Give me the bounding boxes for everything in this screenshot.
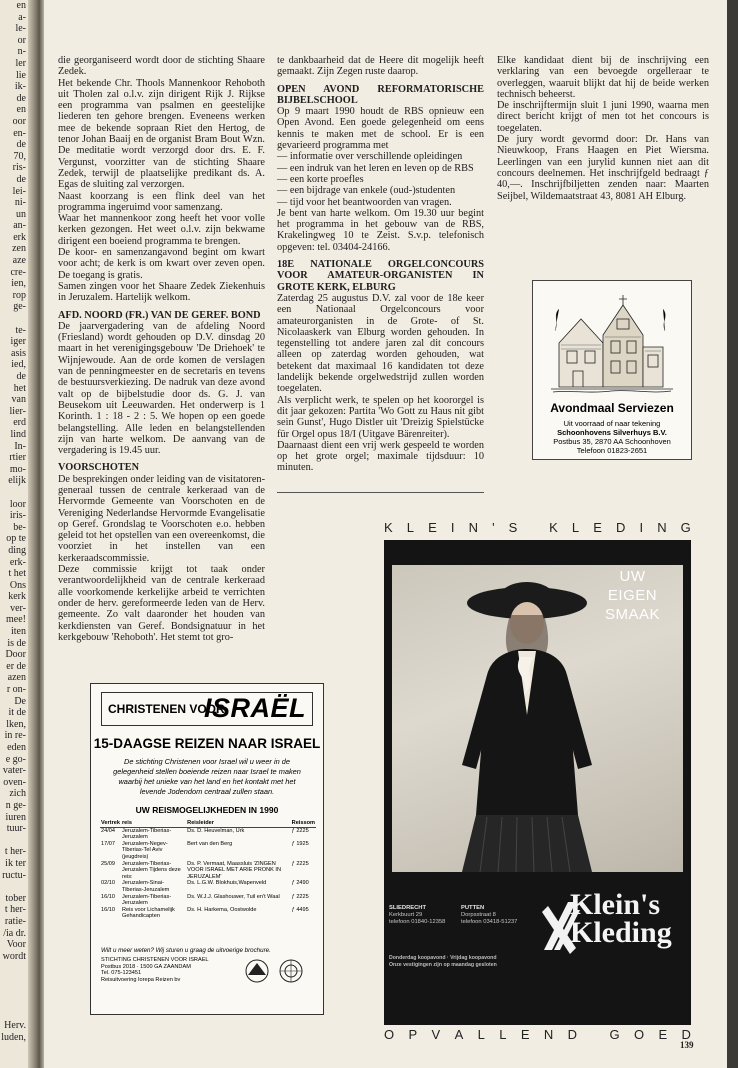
previous-page-fragment: ied, bbox=[11, 359, 26, 371]
previous-page-fragment: De bbox=[14, 695, 26, 707]
previous-page-fragment: in re- bbox=[4, 730, 26, 742]
trip-cell: Ds. D. Heuvelman, Urk bbox=[187, 827, 245, 834]
previous-page-fragment: mee! bbox=[6, 614, 26, 626]
organisation-logos bbox=[239, 957, 311, 985]
previous-page-fragment: er de bbox=[6, 660, 26, 672]
previous-page-fragment: erk- bbox=[9, 556, 26, 568]
address-line: Reisuitvoering Iorepa Reizen bv bbox=[101, 976, 181, 983]
article-paragraph: Naast koorzang is een flink deel van het programma ingeruimd voor samenzang. bbox=[58, 190, 265, 213]
previous-page-fragment: eden bbox=[7, 742, 26, 753]
previous-page-fragment bbox=[0, 985, 28, 997]
previous-page-fragment: lei- bbox=[12, 185, 26, 197]
column-1 bbox=[58, 55, 265, 643]
previous-page-fragment: vater- bbox=[2, 765, 26, 777]
israel-table-title: UW REISMOGELIJKHEDEN IN 1990 bbox=[135, 805, 279, 815]
article-paragraph: Zaterdag 25 augustus D.V. zal voor de 18e keer een Nationaal Orgelconcours voor amateurorganisten in de Grote- of St. Nicolaaskerk van Elburg worden gehouden. In tegenstelling tot andere jaren zal dit concours alleen op zaterdag worden gehouden, wat betekent dat maximaal 16 kandidaten tot deze landelijk bekende orgelwedstrijd zullen worden toegelaten. bbox=[277, 292, 484, 395]
previous-page-fragment: un bbox=[16, 208, 26, 220]
previous-page-fragment: ris- bbox=[12, 162, 26, 174]
house-illustration bbox=[551, 291, 673, 395]
trips-column-header: reis bbox=[121, 820, 186, 827]
page-gutter bbox=[28, 0, 44, 1068]
previous-page-fragment bbox=[0, 962, 28, 974]
right-edge bbox=[727, 0, 738, 1068]
address-line: Postbus 2018 · 1500 GA ZAANDAM bbox=[101, 963, 191, 970]
store-address: Kerkbuurt 29 bbox=[389, 912, 423, 919]
previous-page-fragment: an- bbox=[13, 220, 26, 232]
article-paragraph: Deze commissie krijgt tot taak onder verantwoordelijkheid van de centrale kerkeraad alle voorkomende kerkelijke arbeid te verrichten onder de herv. gereformeerde leden van de Herv. gemeente. Zo valt daaronder het houden van kerkdiensten van Geref. Bondsignatuur in het kerkgebouw 'Rehoboth'. Het stemt tot gro- bbox=[58, 564, 265, 643]
previous-page-fragment: het bbox=[13, 382, 26, 394]
trips-column-header: Reisleider bbox=[186, 820, 291, 827]
article-paragraph: Op 9 maart 1990 houdt de RBS opnieuw een Open Avond. Een goede gelegenheid om eens kennis te maken met de school. Er is een gevarieerd programma met bbox=[277, 106, 484, 152]
previous-page-fragment: iuren bbox=[5, 811, 26, 823]
israel-ad-header bbox=[101, 692, 313, 726]
trip-cell: Ds. P. Vermaat, Maassluis 'ZINGEN VOOR ISRAEL MET ARIE PRONK IN JERUZALEM' bbox=[187, 860, 282, 880]
trip-cell: ƒ 2225 bbox=[291, 860, 309, 867]
article-paragraph: Je bent van harte welkom. Om 19.30 uur begint het programma in het gebouw van de RBS, Krakelingweg 10 te Zeist. S.v.p. telefonisch opgeven: tel. 03404-24166. bbox=[277, 207, 484, 253]
slogan-line: UW bbox=[619, 568, 646, 585]
slogan-line: EIGEN bbox=[607, 587, 658, 604]
previous-page-fragment: en bbox=[16, 0, 26, 11]
previous-page-fragment bbox=[0, 881, 28, 893]
kleins-top-title: K L E I N ' S K L E D I N G bbox=[384, 520, 691, 535]
logo-line: Klein's bbox=[570, 888, 661, 921]
israel-footer-question: Wilt u meer weten? Wij sturen u graag de uitvoerige brochure. bbox=[101, 947, 271, 954]
article-heading: AFD. NOORD (FR.) VAN DE GEREF. BOND bbox=[58, 309, 261, 321]
israel-footer-address bbox=[101, 957, 209, 983]
previous-page-fragment: rop bbox=[12, 289, 26, 301]
previous-page-fragment: tuur- bbox=[6, 823, 26, 835]
store-phone: telefoon 01840-12358 bbox=[389, 919, 446, 926]
trips-table bbox=[100, 820, 316, 920]
page-number: 139 bbox=[680, 1040, 694, 1050]
previous-page-fragment: wordt bbox=[2, 950, 26, 962]
trip-cell: 16/10 bbox=[101, 893, 115, 900]
article-paragraph: De jury wordt gevormd door: Dr. Hans van Nieuwkoop, Frans Haagen en Piet Wiersma. Leerlingen van een jurylid kunnen niet aan dit concours deelnemen. Het inschrijfgeld bedraagt ƒ 40,—. Inschrijfbiljetten zenden naar: Maarten Seijbel, Wildemaatstraat 43, 8081 AH Elburg. bbox=[497, 134, 709, 202]
previous-page-fragment: Door bbox=[5, 649, 26, 661]
previous-page-fragment: op te bbox=[6, 533, 26, 545]
article-paragraph: Het bekende Chr. Thools Mannenkoor Rehoboth uit Tholen zal o.l.v. zijn dirigent Rijk J. Rijkse een programma van psalmen en geestelijke liederen ten gehore brengen. Eveneens werken mee de bekende sopraan Riet den Hertog, de tenor Johan Baaij en de organist Bram Bout Wzn. De meditatie wordt verzorgd door drs. E. F. Vergunst, voorzitter van de stichting Shaare Zedek, terwijl de plaatselijke predikant ds. A. Egas de sluiting zal verzorgen. bbox=[58, 77, 265, 191]
store-name: SLIEDRECHT bbox=[389, 905, 427, 911]
previous-page-strip bbox=[0, 0, 28, 1068]
previous-page-fragment bbox=[0, 974, 28, 986]
trip-cell: 17/07 bbox=[101, 840, 115, 847]
trip-row bbox=[100, 894, 316, 907]
article-paragraph: Waar het mannenkoor zong heeft het voor volle kerken gezongen. Het weet o.l.v. zijn bekwame dirigent een boeiend programma te brengen. bbox=[58, 213, 265, 247]
trip-cell: 25/09 bbox=[101, 860, 115, 867]
trip-cell: Ds. H. Harkema, Oostwolde bbox=[187, 906, 257, 913]
previous-page-fragment: le- bbox=[15, 23, 26, 35]
israel-ad bbox=[90, 683, 324, 1015]
trip-cell: Jeruzalem-Sinai-Tiberias-Jeruzalem bbox=[121, 880, 170, 893]
article-heading: 18E NATIONALE ORGELCONCOURS VOOR AMATEUR-ORGANISTEN IN GROTE KERK, ELBURG bbox=[277, 259, 484, 293]
article-paragraph: De besprekingen onder leiding van de visitatoren-generaal tussen de centrale kerkeraad van de Hervormde Gemeente van Voorschoten en de Vereniging Nederlandse Hervormde Evangelisatie op Geref. Grondslag te Voorschoten e.o. hebben geleid tot het opstellen van een overeenkomst, die voorziet in het instellen van een kerkeraadscommissie. bbox=[58, 473, 265, 564]
previous-page-fragment: lind bbox=[10, 428, 26, 440]
previous-page-fragment: de bbox=[16, 92, 26, 104]
article-paragraph: Samen zingen voor het Shaare Zedek Ziekenhuis in Jeruzalem. Hartelijk welkom. bbox=[58, 280, 265, 304]
trip-cell: ƒ 1925 bbox=[291, 840, 309, 847]
israel-intro: De stichting Christenen voor Israel wil u weer in de gelegenheid stellen boeiende reizen naar Israel te maken waarbij het unieke van het land en het kontakt met het levende Jodendom centraal zullen staan. bbox=[113, 757, 301, 796]
trip-cell: ƒ 2490 bbox=[291, 880, 309, 887]
previous-page-fragment: Herv. bbox=[4, 1020, 26, 1032]
previous-page-fragment: ik ter bbox=[5, 857, 26, 869]
column-3 bbox=[497, 55, 709, 202]
previous-page-fragment: In- bbox=[14, 440, 26, 452]
previous-page-fragment: de bbox=[16, 139, 26, 151]
slogan-line: SMAAK bbox=[604, 606, 660, 623]
trip-cell: ƒ 2225 bbox=[291, 893, 309, 900]
article-paragraph: — tijd voor het beantwoorden van vragen. bbox=[277, 196, 452, 208]
previous-page-fragment: azen bbox=[7, 672, 26, 684]
previous-page-fragment: en bbox=[16, 104, 26, 116]
article-paragraph: Elke kandidaat dient bij de inschrijving een verklaring van een bevoegde orgelleraar te overleggen, waaruit blijkt dat hij de beide werken technisch beheerst. bbox=[497, 55, 709, 100]
avondmaal-line: Schoonhovens Silverhuys B.V. bbox=[557, 428, 667, 437]
previous-page-fragment: de bbox=[16, 173, 26, 185]
store-putten bbox=[461, 905, 531, 927]
previous-page-fragment: lie bbox=[16, 69, 26, 81]
logo-line: Kleding bbox=[570, 916, 672, 949]
previous-page-fragment: oor bbox=[12, 115, 26, 127]
previous-page-fragment: erk bbox=[13, 231, 26, 243]
previous-page-fragment: aze bbox=[12, 255, 26, 267]
avondmaal-line: Telefoon 01823-2651 bbox=[576, 446, 648, 455]
previous-page-fragment: zich bbox=[9, 788, 26, 800]
kleins-note: Onze vestigingen zijn op maandag gesloten bbox=[389, 961, 497, 968]
trip-cell: Bert van den Berg bbox=[187, 840, 233, 847]
previous-page-fragment: or bbox=[17, 34, 26, 46]
kleins-note: Donderdag koopavond · Vrijdag koopavond bbox=[389, 955, 497, 961]
article-paragraph: — een indruk van het leren en leven op de RBS bbox=[277, 162, 474, 174]
trip-cell: ƒ 4495 bbox=[291, 906, 309, 913]
previous-page-fragment bbox=[0, 1009, 28, 1021]
column-rule bbox=[277, 492, 484, 493]
previous-page-fragment: ien, bbox=[11, 278, 26, 290]
previous-page-fragment: lken, bbox=[6, 718, 26, 730]
previous-page-fragment: iris- bbox=[9, 510, 26, 522]
trip-row bbox=[100, 907, 316, 920]
previous-page-fragment: ratie- bbox=[4, 915, 26, 927]
previous-page-fragment: t her- bbox=[4, 904, 26, 916]
previous-page-fragment: is de bbox=[7, 637, 26, 649]
previous-page-fragment: n- bbox=[17, 46, 26, 58]
trip-row bbox=[100, 827, 316, 841]
article-paragraph: — een bijdrage van enkele (oud-)studenten bbox=[277, 185, 456, 197]
previous-page-fragment bbox=[0, 835, 28, 847]
trip-cell: 02/10 bbox=[101, 880, 115, 887]
trip-row bbox=[100, 880, 316, 893]
trip-cell: Jeruzalem-Tiberias-Jeruzalem bbox=[121, 827, 172, 841]
trip-cell: Ds. W.J.J. Glashouwer, Tuil en't Waal bbox=[187, 893, 280, 900]
previous-page-fragment: t het bbox=[8, 568, 26, 580]
trips-column-header: Reissom bbox=[291, 820, 315, 826]
previous-page-fragment: kerk bbox=[8, 591, 26, 603]
avondmaal-line: Uit voorraad of naar tekening bbox=[563, 419, 661, 428]
previous-page-fragment: r on- bbox=[6, 684, 26, 696]
previous-page-fragment: te- bbox=[15, 324, 26, 336]
previous-page-fragment: iten bbox=[11, 626, 26, 638]
kleins-bottom-title: O P V A L L E N D G O E D bbox=[384, 1027, 691, 1042]
previous-page-fragment: it de bbox=[8, 707, 26, 719]
previous-page-fragment: e go- bbox=[5, 753, 26, 765]
trips-column-header: Vertrek bbox=[101, 820, 120, 826]
store-phone: telefoon 03418-51237 bbox=[461, 919, 518, 926]
previous-page-fragment: ik- bbox=[14, 81, 26, 93]
previous-page-fragment: Ons bbox=[9, 579, 26, 591]
previous-page-fragment: lier- bbox=[9, 405, 26, 417]
avondmaal-line: Postbus 35, 2870 AA Schoonhoven bbox=[553, 437, 671, 446]
trip-cell: Ds. L.G.W. Blokhuis,Wapenveld bbox=[187, 880, 267, 887]
previous-page-fragment: ni- bbox=[14, 197, 26, 209]
trip-cell: Jeruzalem-Tiberias-Jeruzalem bbox=[121, 893, 172, 907]
trip-cell: 16/10 bbox=[101, 906, 115, 913]
address-line: Tel. 075-123451 bbox=[101, 970, 142, 977]
previous-page-fragment: oven- bbox=[3, 776, 26, 788]
trip-row bbox=[100, 841, 316, 861]
article-paragraph: — informatie over verschillende opleidingen bbox=[277, 151, 463, 163]
store-address: Dorpsstraat 8 bbox=[461, 912, 496, 919]
article-paragraph: De jaarvergadering van de afdeling Noord (Friesland) wordt gehouden op D.V. dinsdag 20 maart in het verenigingsgebouw 'De Driehoek' te Wijnjewoude. Aan de orde komen de verslagen van de penningmeester en de secretaris en tevens de bestuursverkiezing. De nadruk van deze avond valt op de bijbelstudie door ds. G. J. van Beusekom uit Leeuwarden. Het onderwerp is 1 Korinth. 1 : 18 - 2 : 5. We hopen op een goede belangstelling. Alle leden en belangstellenden zijn van harte welkom. De aanvang van de vergadering is 19.45 uur. bbox=[58, 320, 265, 457]
previous-page-fragment bbox=[0, 313, 28, 325]
previous-page-fragment: loor bbox=[9, 498, 26, 510]
article-paragraph: Daarnaast dient een vrij werk gespeeld te worden op het grote orgel; maximale tijdsduur: 10 minuten. bbox=[277, 439, 484, 474]
previous-page-fragment: en- bbox=[13, 127, 26, 139]
address-line: STICHTING CHRISTENEN VOOR ISRAEL bbox=[101, 957, 209, 963]
avondmaal-ad bbox=[532, 280, 692, 460]
article-paragraph: De koor- en samenzangavond begint om kwart voor acht; de kerk is om kwart over zeven open. De toegang is gratis. bbox=[58, 247, 265, 281]
previous-page-fragment: ructu- bbox=[2, 869, 26, 881]
previous-page-fragment: iger bbox=[10, 336, 26, 348]
previous-page-fragment: van bbox=[11, 394, 26, 406]
previous-page-fragment: t her- bbox=[4, 846, 26, 858]
previous-page-fragment: de bbox=[16, 371, 26, 382]
article-paragraph: te dankbaarheid dat de Heere dit mogelijk heeft gemaakt. Zijn Zegen ruste daarop. bbox=[277, 55, 484, 78]
article-paragraph: — een korte proefles bbox=[277, 173, 364, 185]
brand-left: CHRISTENEN VOOR bbox=[108, 702, 225, 716]
previous-page-fragment: rtier bbox=[9, 452, 26, 464]
trip-cell: Jeruzalem-Tiberias-Jeruzalem Tijdens deze reis: bbox=[121, 860, 181, 880]
previous-page-fragment: elijk bbox=[8, 475, 26, 487]
article-paragraph: die georganiseerd wordt door de stichting Shaare Zedek. bbox=[58, 55, 265, 78]
previous-page-fragment: asis bbox=[11, 347, 26, 359]
article-heading: VOORSCHOTEN bbox=[58, 462, 140, 474]
previous-page-fragment bbox=[0, 487, 28, 499]
previous-page-fragment: tober bbox=[5, 892, 26, 904]
article-heading: OPEN AVOND REFORMATORISCHE BIJBELSCHOOL bbox=[277, 83, 484, 106]
store-sliedrecht bbox=[389, 905, 459, 927]
previous-page-fragment: n ge- bbox=[5, 799, 26, 811]
article-paragraph: De inschrijftermijn sluit 1 juni 1990, waarna men direct bericht krijgt of men tot het concours is toegelaten. bbox=[497, 100, 709, 134]
previous-page-fragment: Voor bbox=[6, 939, 26, 951]
previous-page-fragment: mo- bbox=[9, 463, 26, 475]
previous-page-fragment: ding bbox=[8, 544, 26, 556]
previous-page-fragment: ver- bbox=[10, 602, 26, 614]
previous-page-fragment: 70, bbox=[13, 150, 26, 162]
previous-page-fragment: zen bbox=[12, 243, 26, 255]
previous-page-fragment: be- bbox=[13, 521, 26, 533]
avondmaal-title: Avondmaal Serviezen bbox=[550, 401, 674, 415]
kleins-notes bbox=[389, 955, 497, 968]
previous-page-fragment: ge- bbox=[13, 301, 26, 313]
article-paragraph: Als verplicht werk, te spelen op het koororgel is dit jaar gekozen: Partita 'Wo Gott zu Haus nit gibt sein Gunst', Hugo Distler uit 'Dreizig Spielstücke für Orgel opus 18/I (Uitgave Bärenreiter). bbox=[277, 394, 484, 440]
previous-page-fragment: cre- bbox=[10, 266, 26, 278]
israel-headline: 15-DAAGSE REIZEN NAAR ISRAEL bbox=[93, 736, 321, 751]
brand-right: ISRAËL bbox=[203, 693, 306, 723]
store-name: PUTTEN bbox=[461, 905, 485, 911]
previous-page-fragment: ler bbox=[15, 57, 26, 69]
kleins-slogan bbox=[590, 567, 675, 624]
trip-row bbox=[100, 861, 316, 881]
previous-page-fragment bbox=[0, 997, 28, 1009]
kleins-logo bbox=[540, 888, 685, 958]
trip-cell: 24/04 bbox=[101, 827, 115, 834]
previous-page-fragment: /ia dr. bbox=[3, 927, 26, 939]
previous-page-fragment: a- bbox=[18, 11, 26, 23]
trip-cell: Jeruzalem-Negev-Tiberias-Tel Aviv (jeugdreis) bbox=[121, 840, 168, 860]
trip-cell: ƒ 2225 bbox=[291, 827, 309, 834]
previous-page-fragment: luden, bbox=[1, 1031, 26, 1043]
trip-cell: Reis voor Lichamelijk Gehandicapten bbox=[121, 906, 175, 920]
previous-page-fragment: erd bbox=[13, 417, 26, 429]
column-2 bbox=[277, 55, 484, 474]
